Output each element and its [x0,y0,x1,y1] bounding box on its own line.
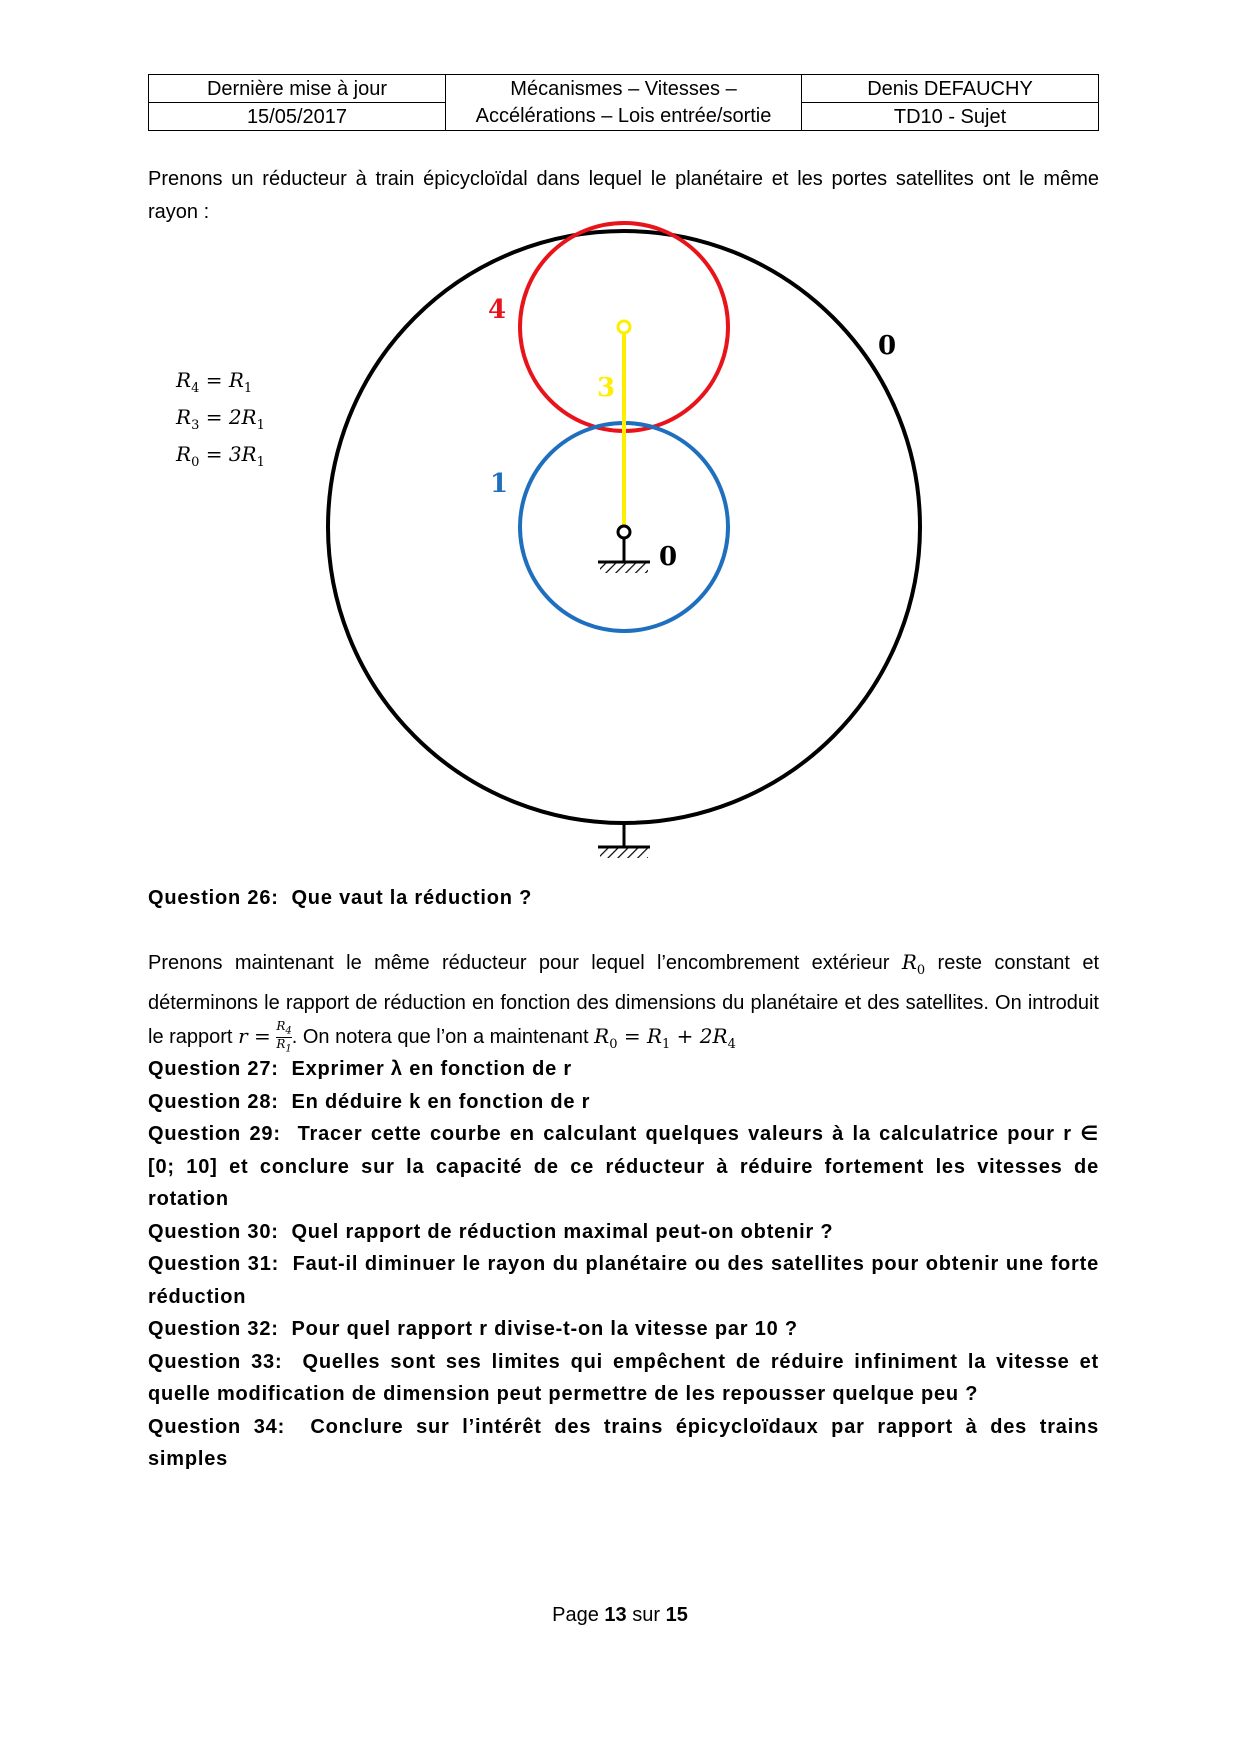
header-course-line1: Mécanismes – Vitesses – [510,77,737,100]
label-ring-0: 0 [878,331,897,361]
math-r0: $R_0$ [901,950,926,978]
math-r0-relation: $R_0 = R_1 + 2R_4$ [594,1024,736,1053]
label-sun-1: 1 [490,469,509,499]
header-last-update-label: Dernière mise à jour [149,75,446,103]
math-fraction-r4-r1: $\frac{R_4}{R_1}$ [276,1019,292,1055]
question-33 [148,1346,1099,1411]
footer-page-number: 13 [604,1604,627,1626]
question-31 [148,1248,1099,1313]
question-list [148,1053,1099,1476]
header-author: Denis DEFAUCHY [802,75,1099,103]
question-28 [148,1086,1099,1119]
para2-part1: Prenons maintenant le même réducteur pour lequel l’encombrement extérieur [148,952,902,974]
para2-part2: reste constant et déterminons le rapport de réduction en fonction des dimensions du planétaire et des satellites. On introduit le rapport [148,952,1100,1049]
header-date: 15/05/2017 [149,103,446,131]
math-r-def: r = [238,1024,271,1049]
question-27 [148,1053,1099,1086]
question-31-label: Question 31: [148,1253,280,1275]
center-ground-icon [598,526,650,573]
question-31-text: Faut-il diminuer le rayon du planétaire ou des satellites pour obtenir une forte réduction [148,1253,1100,1308]
question-32-label: Question 32: [148,1318,279,1340]
page-footer [0,1604,1240,1627]
paragraph-ratio-definition [148,946,1099,1061]
question-30 [148,1216,1099,1249]
para2-part3: . On notera que l’on a maintenant [291,1026,595,1049]
relation-r0: $R_0 = 3R_1$ [176,442,265,470]
question-28-label: Question 28: [148,1090,279,1113]
question-33-label: Question 33: [148,1350,283,1373]
header-doc-id: TD10 - Sujet [802,103,1099,131]
question-34 [148,1411,1099,1476]
question-32-text: Pour quel rapport r divise-t-on la vitesse par 10 ? [291,1318,798,1340]
header-course-line2: Accélérations – Lois entrée/sortie [475,104,772,127]
relation-r4: $R_4 = R_1$ [176,368,253,396]
question-29-label: Question 29: [148,1123,281,1145]
label-carrier-3: 3 [597,373,616,403]
question-26 [148,882,1099,915]
ring-ground-icon [598,823,650,858]
relation-r3: $R_3 = 2R_1$ [176,405,265,433]
question-33-text: Quelles sont ses limites qui empêchent de réduire infiniment la vitesse et quelle modification de dimension peut permettre de les repousser quelque peu ? [148,1350,1100,1405]
carrier-pivot [618,321,630,333]
question-28-text: En déduire k en fonction de r [291,1090,591,1113]
question-29 [148,1118,1099,1216]
question-27-label: Question 27: [148,1058,279,1080]
question-32 [148,1313,1099,1346]
question-29-text: Tracer cette courbe en calculant quelques valeurs à la calculatrice pour r ∈ [0; 10] et conclure sur la capacité de ce réducteur à réduire fortement les vitesses de rotation [148,1123,1100,1210]
label-satellite-4: 4 [488,295,507,325]
intro-paragraph: Prenons un réducteur à train épicycloïdal dans lequel le planétaire et les portes satellites ont le même rayon : [148,168,1099,223]
question-30-text: Quel rapport de réduction maximal peut-on obtenir ? [291,1220,834,1243]
footer-page-total: 15 [665,1604,688,1626]
question-34-label: Question 34: [148,1415,286,1438]
question-27-text: Exprimer λ en fonction de r [291,1058,572,1080]
footer-prefix: Page [552,1604,605,1626]
question-26-label: Question 26: [148,887,279,909]
question-30-label: Question 30: [148,1220,279,1243]
label-ground-0: 0 [659,542,678,572]
footer-mid: sur [626,1604,666,1626]
question-26-text: Que vaut la réduction ? [291,887,533,909]
question-34-text: Conclure sur l’intérêt des trains épicycloïdaux par rapport à des trains simples [148,1415,1100,1470]
